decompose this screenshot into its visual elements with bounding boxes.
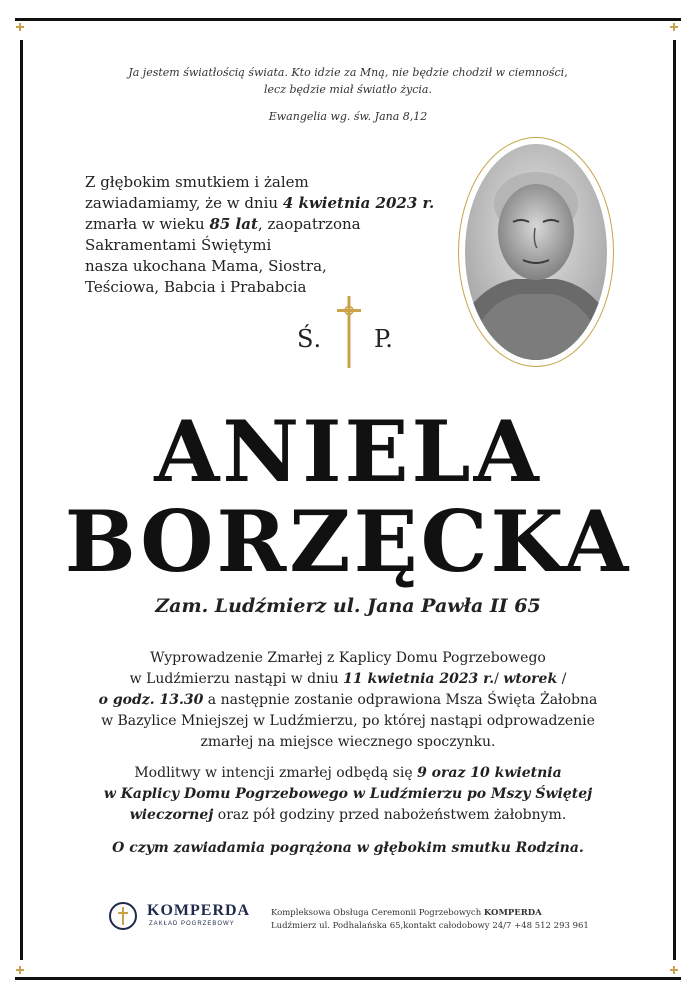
funeral-home-logo <box>107 900 267 934</box>
funeral-line-4: w Bazylice Mniejszej w Ludźmierzu, po której nastąpi odprowadzenie <box>101 713 595 729</box>
bible-quote <box>0 64 696 98</box>
portrait-frame <box>458 137 614 367</box>
corner-ornament-br <box>670 966 678 974</box>
funeral-line-2 <box>60 669 636 690</box>
prayer-text: oraz pół godziny przed nabożeństwem żałobnym. <box>213 807 567 823</box>
intro-line-5: nasza ukochana Mama, Siostra, <box>85 257 327 275</box>
frame-top-line <box>15 18 681 21</box>
death-date: 4 kwietnia 2023 r. <box>282 194 435 212</box>
funeral-text: / <box>557 671 567 687</box>
deceased-address: Zam. Ludźmierz ul. Jana Pawła II 65 <box>155 595 541 617</box>
funeral-details <box>60 648 636 753</box>
closing-line: O czym zawiadamia pogrążona w głębokim smutku Rodzina. <box>112 840 584 856</box>
intro-text: , zaopatrzona <box>257 215 361 233</box>
funeral-line-3 <box>60 690 636 711</box>
prayer-details <box>60 763 636 826</box>
sp-left: Ś. <box>297 325 322 353</box>
prayer-text: Modlitwy w intencji zmarłej odbędą się <box>134 765 418 781</box>
intro-line-4: Sakramentami Świętymi <box>85 236 272 254</box>
funeral-line-5: zmarłej na miejsce wiecznego spoczynku. <box>200 734 496 750</box>
logo-subtitle: ZAKŁAD POGRZEBOWY <box>149 921 235 927</box>
quote-line-1: Ja jestem światłością świata. Kto idzie za Mną, nie będzie chodził w ciemności, <box>128 66 568 79</box>
corner-ornament-tl <box>16 23 24 31</box>
funeral-text: a następnie zostanie odprawiona Msza Święta Żałobna <box>203 692 598 708</box>
footer-company: KOMPERDA <box>483 908 542 918</box>
prayer-line-2 <box>60 784 636 805</box>
prayer-location: w Kaplicy Domu Pogrzebowego w Ludźmierzu po Mszy Świętej <box>103 786 593 802</box>
footer-text: Kompleksowa Obsługa Ceremonii Pogrzebowych <box>271 908 484 918</box>
prayer-line-3 <box>60 805 636 826</box>
footer-contact <box>271 907 589 933</box>
portrait-photo <box>465 144 607 360</box>
intro-line-2 <box>85 193 445 214</box>
announcement-intro <box>85 172 445 298</box>
sp-right: P. <box>374 325 393 353</box>
intro-line-3 <box>85 214 445 235</box>
cross-icon <box>335 296 363 368</box>
intro-text: zmarła w wieku <box>85 215 210 233</box>
funeral-date: 11 kwietnia 2023 r. <box>343 671 495 687</box>
deceased-first-name: ANIELA <box>154 402 542 501</box>
intro-line-6: Teściowa, Babcia i Prababcia <box>85 278 307 296</box>
funeral-time: o godz. 13.30 <box>98 692 204 708</box>
funeral-text: / <box>494 671 504 687</box>
prayer-evening: wieczornej <box>129 807 214 823</box>
intro-text: zawiadamiamy, że w dniu <box>85 194 283 212</box>
frame-bottom-line <box>15 977 681 980</box>
footer-line-1 <box>271 907 589 920</box>
prayer-dates: 9 oraz 10 kwietnia <box>417 765 562 781</box>
corner-ornament-tr <box>670 23 678 31</box>
intro-line-1: Z głębokim smutkiem i żalem <box>85 173 309 191</box>
footer-line-2: Ludźmierz ul. Podhalańska 65,kontakt całodobowy 24/7 +48 512 293 961 <box>271 921 589 931</box>
komperda-logo-icon <box>107 900 139 932</box>
funeral-text: w Ludźmierzu nastąpi w dniu <box>129 671 344 687</box>
age: 85 lat <box>209 215 258 233</box>
quote-line-2: lecz będzie miał światło życia. <box>264 83 432 96</box>
logo-name: KOMPERDA <box>147 902 251 919</box>
prayer-line-1 <box>60 763 636 784</box>
deceased-last-name: BORZĘCKA <box>64 492 632 591</box>
funeral-line-1: Wyprowadzenie Zmarłej z Kaplicy Domu Pogrzebowego <box>150 650 546 666</box>
funeral-weekday: wtorek <box>503 671 558 687</box>
corner-ornament-bl <box>16 966 24 974</box>
quote-source: Ewangelia wg. św. Jana 8,12 <box>268 110 428 123</box>
